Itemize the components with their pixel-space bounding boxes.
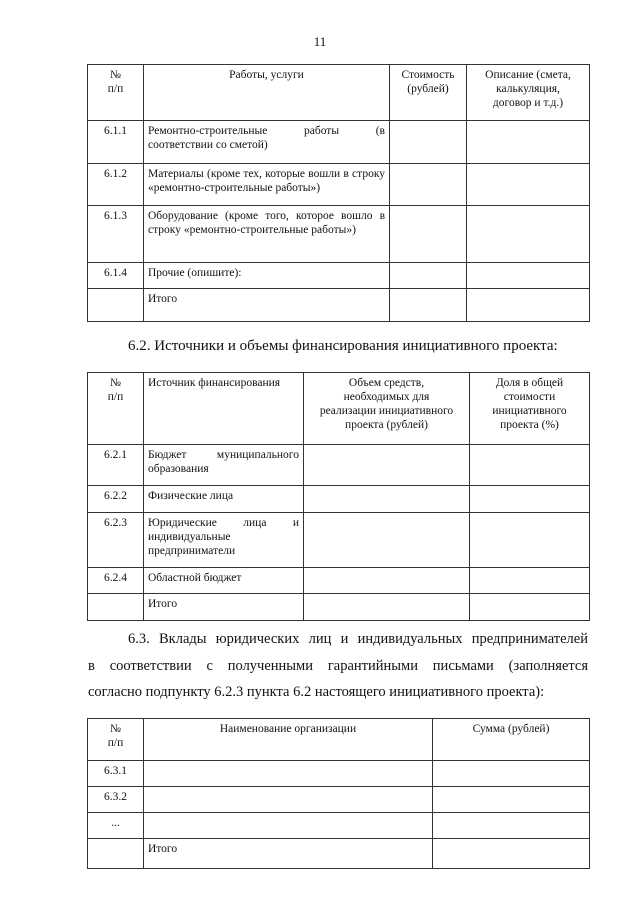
table-row [88, 206, 590, 263]
description-cell [467, 289, 590, 322]
row-name: Прочие (опишите): [144, 263, 390, 289]
share-cell [470, 513, 590, 568]
row-number: 6.2.2 [88, 486, 144, 513]
section-6-3-paragraph [88, 626, 588, 706]
cost-cell [390, 263, 467, 289]
cost-cell [390, 121, 467, 164]
table-row [88, 787, 590, 813]
amount-cell [304, 513, 470, 568]
total-row [88, 839, 590, 869]
organization-cell [144, 787, 433, 813]
table-row [88, 486, 590, 513]
total-row [88, 594, 590, 621]
description-cell [467, 263, 590, 289]
amount-cell [304, 568, 470, 594]
description-cell [467, 121, 590, 164]
paragraph-line: согласно подпункту 6.2.3 пункта 6.2 настоящего инициативного проекта): [88, 684, 545, 700]
total-label: Итого [144, 839, 433, 869]
row-number [88, 594, 144, 621]
row-number: 6.3.1 [88, 761, 144, 787]
header-sum: Сумма (рублей) [433, 719, 590, 761]
table-row [88, 263, 590, 289]
header-organization: Наименование организации [144, 719, 433, 761]
header-share: Доля в общей стоимости инициативного проекта (%) [470, 373, 590, 445]
sum-cell [433, 839, 590, 869]
header-works: Работы, услуги [144, 65, 390, 121]
funding-sources-table [87, 372, 590, 621]
header-source: Источник финансирования [144, 373, 304, 445]
table-row [88, 761, 590, 787]
row-number: 6.2.1 [88, 445, 144, 486]
header-cost: Стоимость (рублей) [390, 65, 467, 121]
row-number [88, 289, 144, 322]
table-row [88, 445, 590, 486]
total-row [88, 289, 590, 322]
total-label: Итого [144, 594, 304, 621]
cost-cell [390, 206, 467, 263]
description-cell [467, 164, 590, 206]
paragraph-line: 6.3. Вклады юридических лиц и индивидуальных предпринимателей [128, 631, 588, 647]
header-number: № п/п [88, 373, 144, 445]
row-name: Физические лица [144, 486, 304, 513]
contributions-table [87, 718, 590, 869]
row-number: 6.3.2 [88, 787, 144, 813]
row-name: Ремонтно-строительные работы (в соответствии со сметой) [144, 121, 390, 164]
row-number: 6.2.4 [88, 568, 144, 594]
row-number [88, 839, 144, 869]
page-number: 11 [313, 34, 327, 49]
works-cost-table [87, 64, 590, 322]
header-number: № п/п [88, 65, 144, 121]
row-name: Оборудование (кроме того, которое вошло в строку «ремонтно-строительные работы») [144, 206, 390, 263]
row-number: 6.2.3 [88, 513, 144, 568]
row-number: 6.1.3 [88, 206, 144, 263]
cost-cell [390, 289, 467, 322]
description-cell [467, 206, 590, 263]
amount-cell [304, 594, 470, 621]
sum-cell [433, 787, 590, 813]
row-number: 6.1.1 [88, 121, 144, 164]
row-name: Юридические лица и индивидуальные предприниматели [144, 513, 304, 568]
row-number: 6.1.4 [88, 263, 144, 289]
organization-cell [144, 813, 433, 839]
share-cell [470, 594, 590, 621]
share-cell [470, 568, 590, 594]
row-name: Материалы (кроме тех, которые вошли в строку «ремонтно-строительные работы») [144, 164, 390, 206]
table-row [88, 121, 590, 164]
header-amount: Объем средств, необходимых для реализации инициативного проекта (рублей) [304, 373, 470, 445]
share-cell [470, 486, 590, 513]
header-number: № п/п [88, 719, 144, 761]
sum-cell [433, 761, 590, 787]
table-row [88, 164, 590, 206]
paragraph-line: в соответствии с полученными гарантийными письмами (заполняется [88, 657, 588, 674]
amount-cell [304, 445, 470, 486]
table-row [88, 568, 590, 594]
cost-cell [390, 164, 467, 206]
total-label: Итого [144, 289, 390, 322]
table-row [88, 813, 590, 839]
header-description: Описание (смета, калькуляция, договор и т.д.) [467, 65, 590, 121]
amount-cell [304, 486, 470, 513]
row-number: 6.1.2 [88, 164, 144, 206]
share-cell [470, 445, 590, 486]
organization-cell [144, 761, 433, 787]
row-number: ... [88, 813, 144, 839]
section-6-2-heading: 6.2. Источники и объемы финансирования инициативного проекта: [128, 338, 558, 354]
sum-cell [433, 813, 590, 839]
table-row [88, 513, 590, 568]
row-name: Бюджет муниципального образования [144, 445, 304, 486]
row-name: Областной бюджет [144, 568, 304, 594]
